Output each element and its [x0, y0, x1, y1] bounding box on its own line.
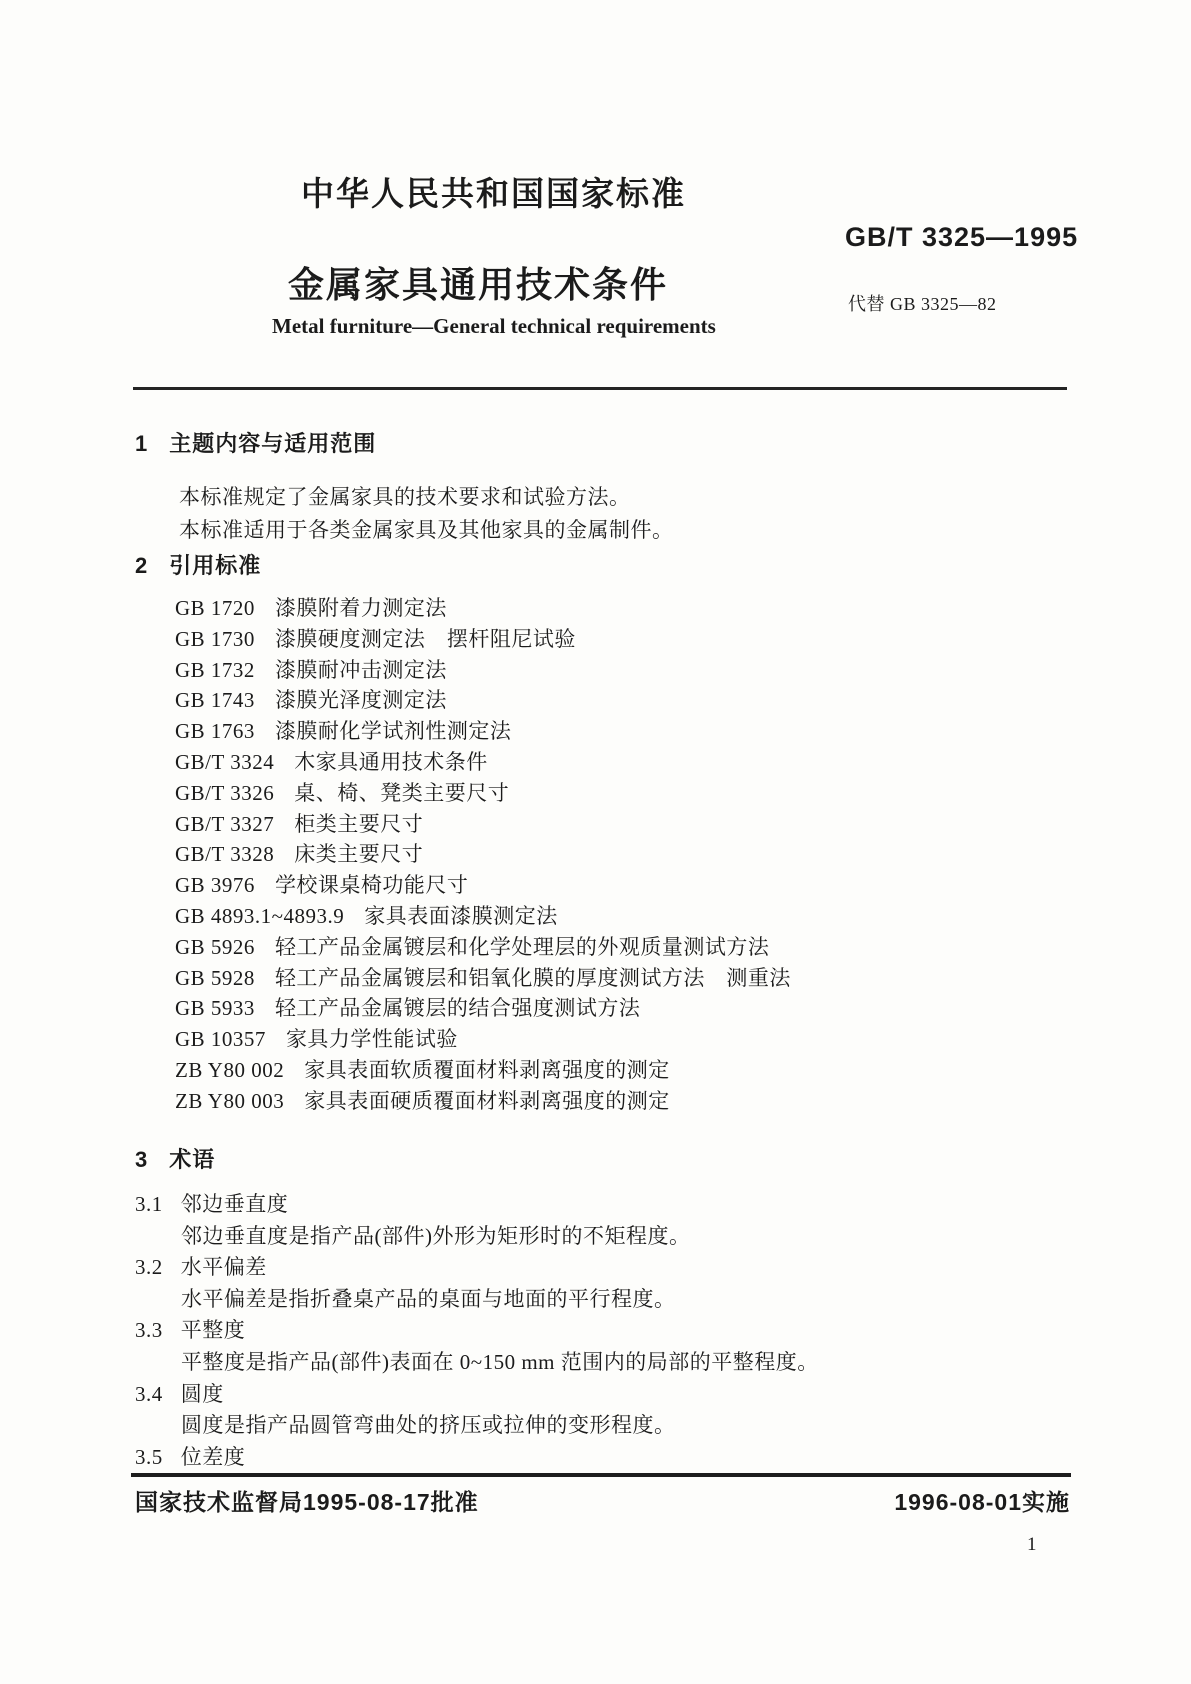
reference-item [175, 809, 791, 840]
reference-number: GB/T 3324 [175, 749, 275, 774]
reference-title: 漆膜硬度测定法 摆杆阻尼试验 [274, 626, 576, 651]
section-2-heading [135, 549, 261, 580]
clause-definition: 水平偏差是指折叠桌产品的桌面与地面的平行程度。 [181, 1286, 676, 1311]
reference-title: 柜类主要尺寸 [294, 811, 424, 836]
national-standard-label: 中华人民共和国国家标准 [301, 175, 686, 212]
clause-number: 3.3 [135, 1318, 163, 1343]
reference-item [175, 870, 791, 901]
reference-title: 家具表面软质覆面材料剥离强度的测定 [304, 1057, 670, 1082]
footer-approval: 国家技术监督局1995-08-17批准 [135, 1489, 479, 1515]
reference-title: 轻工产品金属镀层的结合强度测试方法 [274, 996, 641, 1021]
clause-heading [135, 1315, 819, 1347]
reference-item [175, 1055, 791, 1086]
reference-item [175, 778, 791, 809]
clause-term: 水平偏差 [180, 1255, 267, 1280]
reference-item [175, 1086, 791, 1117]
clause-definition: 邻边垂直度是指产品(部件)外形为矩形时的不矩程度。 [181, 1223, 691, 1248]
reference-title: 漆膜耐化学试剂性测定法 [274, 719, 512, 744]
section-1-title: 主题内容与适用范围 [169, 431, 377, 456]
reference-item [175, 747, 791, 778]
section-1-paragraph: 本标准规定了金属家具的技术要求和试验方法。 [179, 485, 631, 509]
clause-definition: 圆度是指产品圆管弯曲处的挤压或拉伸的变形程度。 [181, 1413, 676, 1438]
reference-number: GB/T 3326 [175, 780, 275, 805]
clause-term: 位差度 [180, 1444, 246, 1469]
clause-definition: 平整度是指产品(部件)表面在 0~150 mm 范围内的局部的平整程度。 [181, 1349, 819, 1374]
reference-item [175, 901, 791, 932]
standard-number: GB/T 3325—1995 [845, 222, 1079, 252]
reference-number: GB 10357 [175, 1027, 266, 1052]
reference-title: 学校课桌椅功能尺寸 [274, 873, 469, 898]
reference-number: GB 5926 [175, 934, 255, 959]
replaces-note: 代替 GB 3325—82 [848, 294, 997, 314]
reference-number: GB 5933 [175, 996, 255, 1021]
section-2-number: 2 [135, 553, 148, 578]
reference-number: GB/T 3328 [175, 842, 275, 867]
reference-title: 桌、椅、凳类主要尺寸 [294, 780, 510, 805]
clause-heading [135, 1379, 819, 1411]
reference-title: 木家具通用技术条件 [294, 749, 488, 774]
reference-number: ZB Y80 003 [175, 1088, 285, 1113]
section-1-number: 1 [135, 431, 148, 456]
clause-heading [135, 1252, 819, 1284]
section-1-heading [135, 427, 376, 458]
clause-term: 平整度 [180, 1318, 246, 1343]
document-title: 金属家具通用技术条件 [288, 264, 669, 305]
reference-item [175, 839, 791, 870]
reference-item [175, 1024, 791, 1055]
reference-title: 轻工产品金属镀层和化学处理层的外观质量测试方法 [274, 934, 770, 959]
reference-title: 漆膜耐冲击测定法 [274, 657, 447, 682]
section-3-heading [135, 1143, 215, 1174]
clause-number: 3.5 [135, 1444, 163, 1469]
reference-number: GB 3976 [175, 873, 255, 898]
reference-item [175, 655, 791, 686]
clause-term: 圆度 [180, 1381, 224, 1406]
reference-title: 家具表面硬质覆面材料剥离强度的测定 [304, 1088, 670, 1113]
reference-item [175, 624, 791, 655]
reference-number: GB/T 3327 [175, 811, 275, 836]
section-1-paragraph: 本标准适用于各类金属家具及其他家具的金属制件。 [179, 518, 674, 542]
reference-number: GB 5928 [175, 965, 255, 990]
section-3-number: 3 [135, 1147, 148, 1172]
clause-number: 3.1 [135, 1192, 163, 1216]
footer-rule [131, 1473, 1071, 1477]
clause-heading [135, 1442, 819, 1474]
footer-effective: 1996-08-01实施 [894, 1489, 1070, 1515]
clause-number: 3.4 [135, 1381, 163, 1406]
clause-term: 邻边垂直度 [180, 1192, 289, 1216]
reference-item [175, 932, 791, 963]
reference-number: GB 1730 [175, 626, 255, 651]
reference-number: GB 4893.1~4893.9 [175, 903, 345, 928]
reference-title: 家具表面漆膜测定法 [364, 903, 558, 928]
reference-number: GB 1720 [175, 596, 255, 620]
page-number: 1 [1027, 1534, 1037, 1555]
reference-number: ZB Y80 002 [175, 1057, 285, 1082]
header-rule [133, 387, 1067, 390]
references-list [175, 593, 791, 1117]
reference-title: 家具力学性能试验 [285, 1027, 458, 1052]
english-title: Metal furniture—General technical requirements [272, 314, 716, 338]
section-3-title: 术语 [169, 1147, 216, 1172]
reference-number: GB 1743 [175, 688, 255, 713]
section-2-title: 引用标准 [169, 553, 262, 578]
reference-title: 轻工产品金属镀层和铝氧化膜的厚度测试方法 测重法 [274, 965, 791, 990]
reference-item [175, 963, 791, 994]
reference-title: 漆膜附着力测定法 [274, 596, 447, 620]
clause-heading [135, 1189, 819, 1221]
terms-list [135, 1189, 819, 1473]
reference-title: 床类主要尺寸 [294, 842, 424, 867]
reference-item [175, 685, 791, 716]
reference-item [175, 993, 791, 1024]
reference-number: GB 1763 [175, 719, 255, 744]
clause-number: 3.2 [135, 1255, 163, 1280]
reference-item [175, 593, 791, 624]
reference-number: GB 1732 [175, 657, 255, 682]
reference-title: 漆膜光泽度测定法 [274, 688, 447, 713]
reference-item [175, 716, 791, 747]
